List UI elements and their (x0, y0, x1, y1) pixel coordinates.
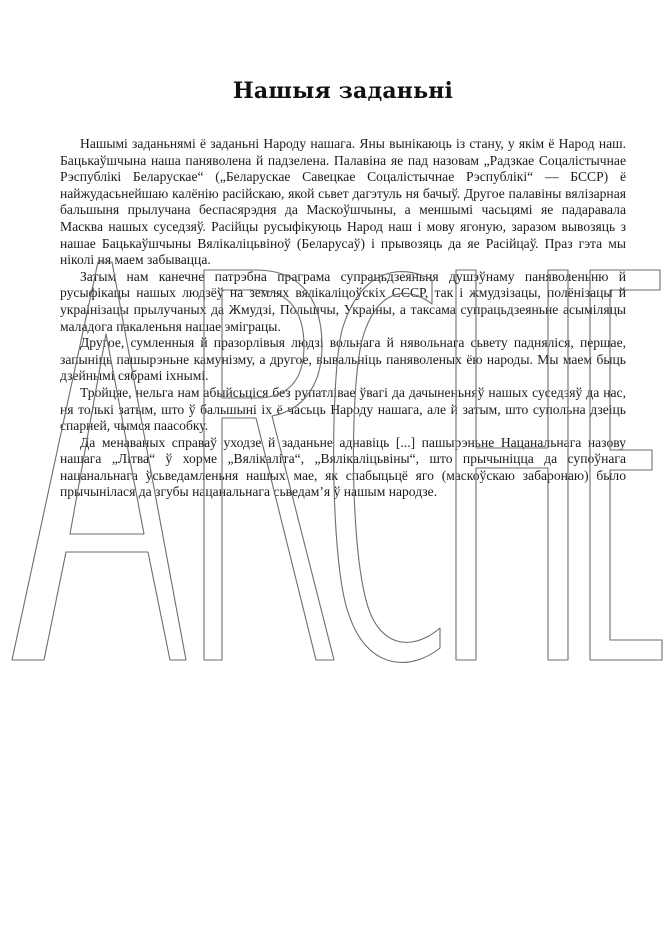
paragraph-3: Другое, сумленныя й празорлівыя людзі вольнага й нявольнага сьвету падняліся, першае, запыніць пашырэньне камунізму, а другое, вывальніць паняволеных ёю народы. Мы маем быць дзейнымі сябрамі іхнымі. (60, 335, 626, 384)
paragraph-1: Нашымі заданьнямі ё заданьні Народу нашага. Яны вынікаюць із стану, у якім ё Народ наш. Бацькаўшчына наша паняволена й падзелена. Палавіна яе пад назовам „Радзкае Соцалістычнае Рэспублікі Беларускае“ („Беларускае Савецкае Соцалістычнае Рэспублікі“ — БССР) ё найжудасьнейшаю калёнію расійскаю, якой сьвет дагэтуль ня бачыў. Другое палавіны вялізарная бальшыня прылучана беспасярэдня да Маскоўшчыны, а меншымі часьцямі яе падаравала Масква нашых суседзяў. Расійцы русыфікуюць Народ наш і мову ягоную, заразом вывозяць з нашае Бацькаўшчыны Вялікаліцьвіноў (Беларусаў) і прывозяць да яе Расійцаў. Праз гэта мы ніколі ня маем забывацца. (60, 136, 626, 268)
paragraph-2: Затым нам канечне патрэбна праграма супрацьдзеяньня душэўнаму паняволеньню й русыфікацы нашых людзёў на землях вялікаліцоўскіх СССР, так і жмудзізацы, полёнізацы й украінізацы прылучаных да Жмудзі, Польшчы, Украіны, а таксама супрацьдзеяньне асыміляцы маладога пакаленьня нашае эміграцы. (60, 268, 626, 334)
paragraph-4: Тройцяе, нельга нам абыйсьціся без рупатлівае ўвагі да дачыненьняў нашых суседзяў да нас, ня толькі затым, што ў бальшыні іх ё часьць Народу нашага, але й затым, што супольна дзеіць спарней, чымся паасобку. (60, 384, 626, 434)
paragraph-5: Да менаваных справаў уходзе й заданьне аднавіць [...] пашырэньне Нацанальнага назову нашага „Літва“ ў хорме „Вялікаліта“, „Вялікаліцьвіны“, што прычыніцца да супоўнага нацанальнага ўсьведамленьня нашых мае, як спабыцьцё яго (маскоўскаю забаронаю) было прычынілася да згубы нацанальнага сьведам’я ў нашым народзе. (60, 434, 626, 500)
body-text (60, 136, 626, 501)
page-title: Нашыя заданьні (232, 78, 454, 104)
